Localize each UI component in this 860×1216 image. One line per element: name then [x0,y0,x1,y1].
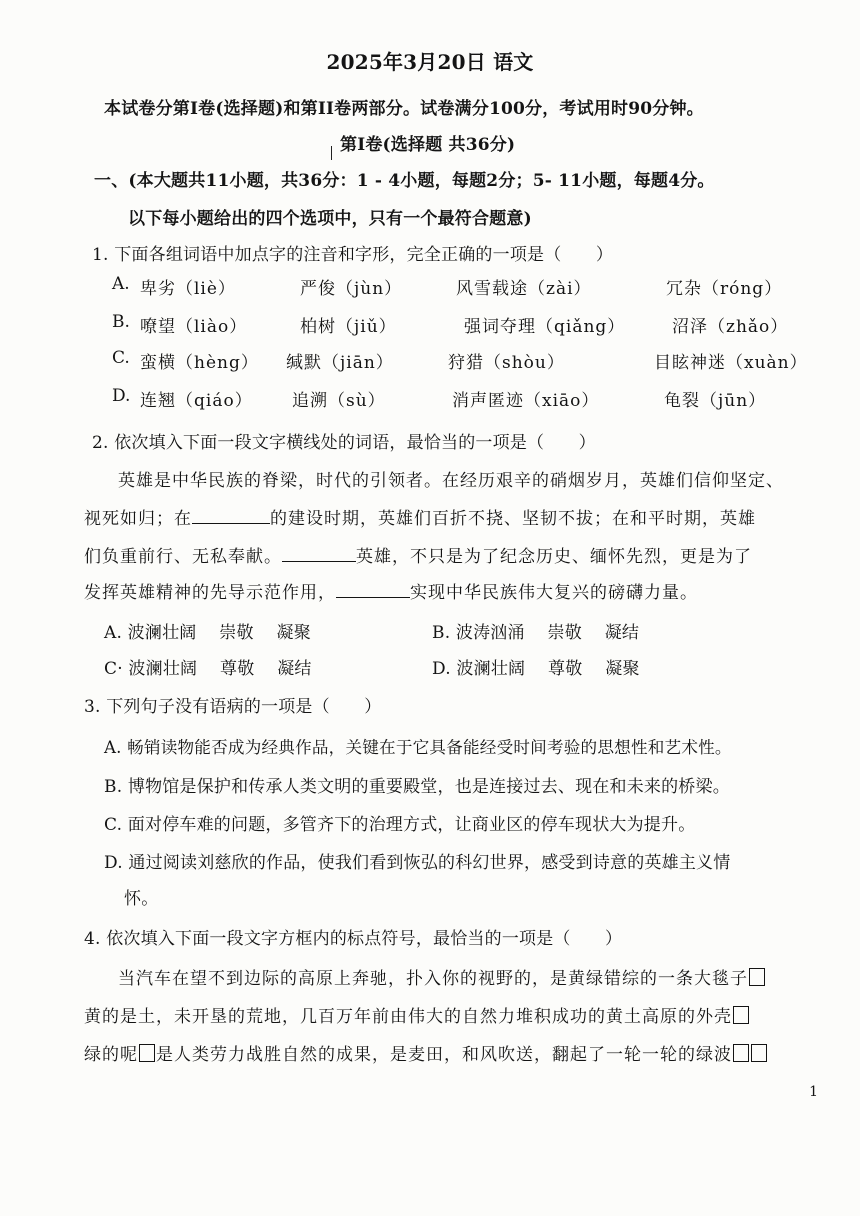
q4-punct-box-4[interactable] [733,1044,749,1062]
q1-b-item-3: 强词夺理（qiǎng） [464,317,626,337]
q2-passage-line-4 [84,578,698,603]
q2-passage-line-3 [84,542,752,567]
q3-option-b: B. 博物馆是保护和传承人类文明的重要殿堂，也是连接过去、现在和未来的桥梁。 [104,777,730,797]
q4-punct-box-2[interactable] [733,1006,749,1024]
q4-text-1: 当汽车在望不到边际的高原上奔驰，扑入你的视野的，是黄绿错综的一条大毯子 [118,969,748,989]
q1-c-item-4: 目眩神迷（xuàn） [654,353,808,373]
q3-option-a: A. 畅销读物能否成为经典作品，关键在于它具备能经受时间考验的思想性和艺术性。 [104,738,732,757]
part-instructions-2: 以下每小题给出的四个选项中，只有一个最符合题意) [128,209,532,229]
q2-passage-2a: 视死如归；在 [84,509,192,529]
scan-mark [331,146,332,160]
question-3-stem: 3. 下列句子没有语病的一项是（ ） [84,697,382,717]
q2-blank-2[interactable] [282,547,356,562]
q2-passage-4a: 发挥英雄精神的先导示范作用， [84,583,336,603]
q4-passage-line-3 [84,1040,768,1065]
q1-c-item-2: 缄默（jiān） [286,353,394,373]
q4-text-2: 黄的是土，未开垦的荒地，几百万年前由伟大的自然力堆积成功的黄土高原的外壳 [84,1007,732,1027]
q1-d-item-4: 龟裂（jūn） [664,391,767,411]
q1-option-b-label: B. [112,312,130,332]
q1-b-item-4: 沼泽（zhǎo） [672,317,789,337]
q2-option-b: B. 波涛汹涌 崇敬 凝结 [432,623,640,643]
q2-passage-3a: 们负重前行、无私奉献。 [84,547,282,567]
q4-text-3b: 是人类劳力战胜自然的成果，是麦田，和风吹送，翻起了一轮一轮的绿波 [156,1045,732,1065]
q1-a-item-2: 严俊（jùn） [300,279,403,299]
q1-option-c-label: C. [112,348,130,368]
q3-option-c: C. 面对停车难的问题，多管齐下的治理方式，让商业区的停车现状大为提升。 [104,815,696,835]
section-heading: 第Ⅰ卷(选择题 共36分) [340,135,516,155]
q1-b-item-2: 柏树（jiǔ） [300,317,397,337]
q2-option-a: A. 波澜壮阔 崇敬 凝聚 [104,623,311,643]
q2-option-d: D. 波澜壮阔 尊敬 凝聚 [432,659,640,679]
exam-intro: 本试卷分第Ⅰ卷(选择题)和第II卷两部分。试卷满分100分，考试用时90分钟。 [104,99,704,119]
q1-option-a-label: A. [112,274,130,294]
q1-d-item-3: 消声匿迹（xiāo） [452,391,600,411]
q1-a-item-4: 冗杂（róng） [666,279,783,299]
q1-option-d-label: D. [112,386,131,406]
q4-punct-box-1[interactable] [749,968,765,986]
part-instructions-1: 一、(本大题共11小题，共36分：1 - 4小题，每题2分；5- 11小题，每题4分。 [94,171,715,191]
q4-passage-line-1 [118,964,766,989]
q2-option-c: C· 波澜壮阔 尊敬 凝结 [104,659,312,679]
q2-passage-4b: 实现中华民族伟大复兴的磅礴力量。 [410,583,698,603]
q2-passage-2b: 的建设时期，英雄们百折不挠、坚韧不拔；在和平时期，英雄 [270,509,756,529]
q1-c-item-3: 狩猎（shòu） [448,353,565,373]
q2-passage-line-1: 英雄是中华民族的脊梁，时代的引领者。在经历艰辛的硝烟岁月，英雄们信仰坚定、 [118,471,784,491]
question-4-stem: 4. 依次填入下面一段文字方框内的标点符号，最恰当的一项是（ ） [84,929,623,949]
q4-punct-box-5[interactable] [751,1044,767,1062]
q1-d-item-2: 追溯（sù） [292,391,386,411]
q3-option-d-line-1: D. 通过阅读刘慈欣的作品，使我们看到恢弘的科幻世界，感受到诗意的英雄主义情 [104,853,731,873]
q2-passage-3b: 英雄，不只是为了纪念历史、缅怀先烈，更是为了 [356,547,752,567]
q1-a-item-1: 卑劣（liè） [140,279,236,299]
q2-blank-1[interactable] [192,509,270,524]
page-title: 2025年3月20日 语文 [326,50,534,74]
q3-option-d-line-2: 怀。 [124,889,159,909]
q4-punct-box-3[interactable] [139,1044,155,1062]
page-number: 1 [809,1084,818,1100]
q1-a-item-3: 风雪载途（zài） [456,279,592,299]
q2-blank-3[interactable] [336,583,410,598]
q4-passage-line-2 [84,1002,750,1027]
q2-passage-line-2 [84,504,756,529]
question-2-stem: 2. 依次填入下面一段文字横线处的词语，最恰当的一项是（ ） [92,433,596,453]
q4-text-3a: 绿的呢 [84,1045,138,1065]
q1-b-item-1: 嘹望（liào） [140,317,248,337]
q1-d-item-1: 连翘（qiáo） [140,391,253,411]
question-1-stem: 1. 下面各组词语中加点字的注音和字形，完全正确的一项是（ ） [92,245,614,265]
q1-c-item-1: 蛮横（hèng） [140,353,259,373]
